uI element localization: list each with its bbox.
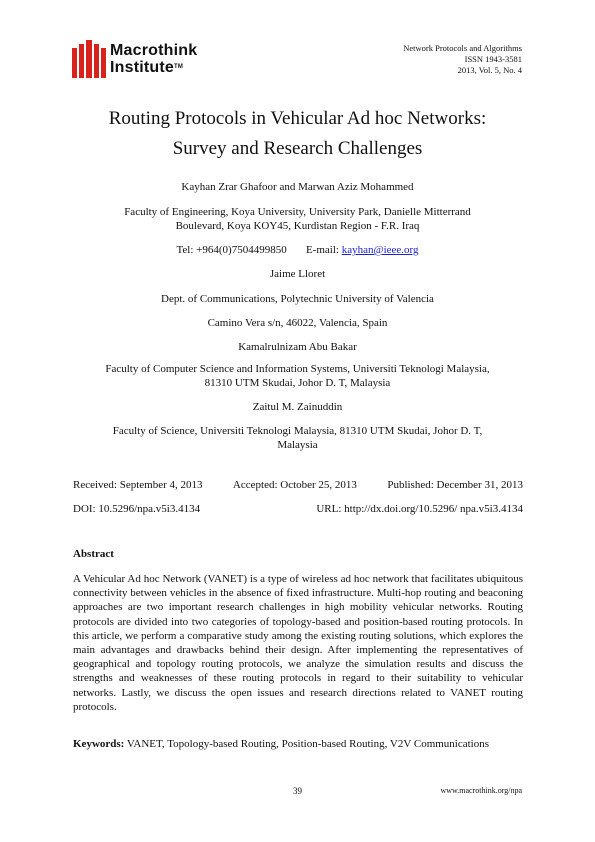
email-label: E-mail: xyxy=(305,244,339,256)
affiliation-2-line-2: Camino Vera s/n, 46022, Valencia, Spain xyxy=(207,317,388,329)
journal-info xyxy=(403,43,522,76)
affiliation-3 xyxy=(60,362,535,390)
logo-line-2: Institute™ xyxy=(110,59,184,76)
journal-name: Network Protocols and Algorithms xyxy=(403,43,522,53)
identifiers xyxy=(73,503,523,515)
logo-wordmark xyxy=(110,42,197,76)
affiliation-4-line-2: Malaysia xyxy=(277,439,318,451)
publication-dates xyxy=(73,479,523,491)
affiliation-2-line-1: Dept. of Communications, Polytechnic University of Valencia xyxy=(161,293,434,305)
affiliation-4-line-1: Faculty of Science, Universiti Teknologi Malaysia, 81310 UTM Skudai, Johor D. T, xyxy=(112,425,483,437)
title-line-1: Routing Protocols in Vehicular Ad hoc Networks: xyxy=(108,108,487,129)
published-date: Published: December 31, 2013 xyxy=(387,479,523,491)
affiliation-4 xyxy=(60,424,535,452)
journal-issn: ISSN 1943-3581 xyxy=(464,54,522,64)
doi: DOI: 10.5296/npa.v5i3.4134 xyxy=(73,503,201,515)
abstract-text: A Vehicular Ad hoc Network (VANET) is a type of wireless ad hoc network that facilitates ubiquitous connectivity between vehicles in the absence of fixed infrastructure. Multi-hop routing and beaconing approaches are two important research challenges in high mobility vehicular networks. Routing protocols are divided into two categories of topology-based and position-based routing protocols. In this article, we perform a comparative study among the existing routing solutions, which explores the main advantages and drawbacks behind their design. After implementing the representatives of geographical and topology routing protocols, we analyze the simulation results and discuss the strengths and weaknesses of these routing protocols in regard to their suitability to vehicular networks. Lastly, we discuss the open issues and research directions related to VANET routing protocols. xyxy=(73,573,523,713)
email-link[interactable]: kayhan@ieee.org xyxy=(341,244,419,256)
contact-line xyxy=(60,243,535,257)
telephone: Tel: +964(0)7504499850 xyxy=(176,244,287,256)
affiliation-1-line-2: Boulevard, Koya KOY45, Kurdistan Region - F.R. Iraq xyxy=(175,220,420,232)
macrothink-logo-icon xyxy=(72,40,108,78)
publisher-logo xyxy=(72,40,232,80)
author-2: Jaime Lloret xyxy=(269,268,326,280)
article-url[interactable]: URL: http://dx.doi.org/10.5296/ npa.v5i3.4134 xyxy=(316,503,523,515)
page-number: 39 xyxy=(293,786,302,796)
affiliation-3-line-1: Faculty of Computer Science and Information Systems, Universiti Teknologi Malaysia, xyxy=(105,363,490,375)
author-line-1: Kayhan Zrar Ghafoor and Marwan Aziz Mohammed xyxy=(181,181,414,193)
keywords-text: VANET, Topology-based Routing, Position-based Routing, V2V Communications xyxy=(126,738,490,750)
logo-trademark: TM xyxy=(174,64,184,70)
affiliation-1-line-1: Faculty of Engineering, Koya University, University Park, Danielle Mitterrand xyxy=(124,206,471,218)
received-date: Received: September 4, 2013 xyxy=(73,479,203,491)
keywords xyxy=(73,737,523,751)
affiliation-1 xyxy=(60,205,535,233)
abstract-heading: Abstract xyxy=(73,548,114,560)
affiliation-3-line-2: 81310 UTM Skudai, Johor D. T, Malaysia xyxy=(204,377,391,389)
author-4: Zaitul M. Zainuddin xyxy=(252,401,343,413)
paper-title xyxy=(60,104,535,164)
journal-volume: 2013, Vol. 5, No. 4 xyxy=(457,65,522,75)
logo-line-1: Macrothink xyxy=(110,42,198,59)
keywords-label: Keywords: xyxy=(73,738,125,750)
author-3: Kamalrulnizam Abu Bakar xyxy=(238,341,357,353)
accepted-date: Accepted: October 25, 2013 xyxy=(232,479,357,491)
footer-site-url[interactable]: www.macrothink.org/npa xyxy=(440,786,522,795)
title-line-2: Survey and Research Challenges xyxy=(172,138,423,159)
